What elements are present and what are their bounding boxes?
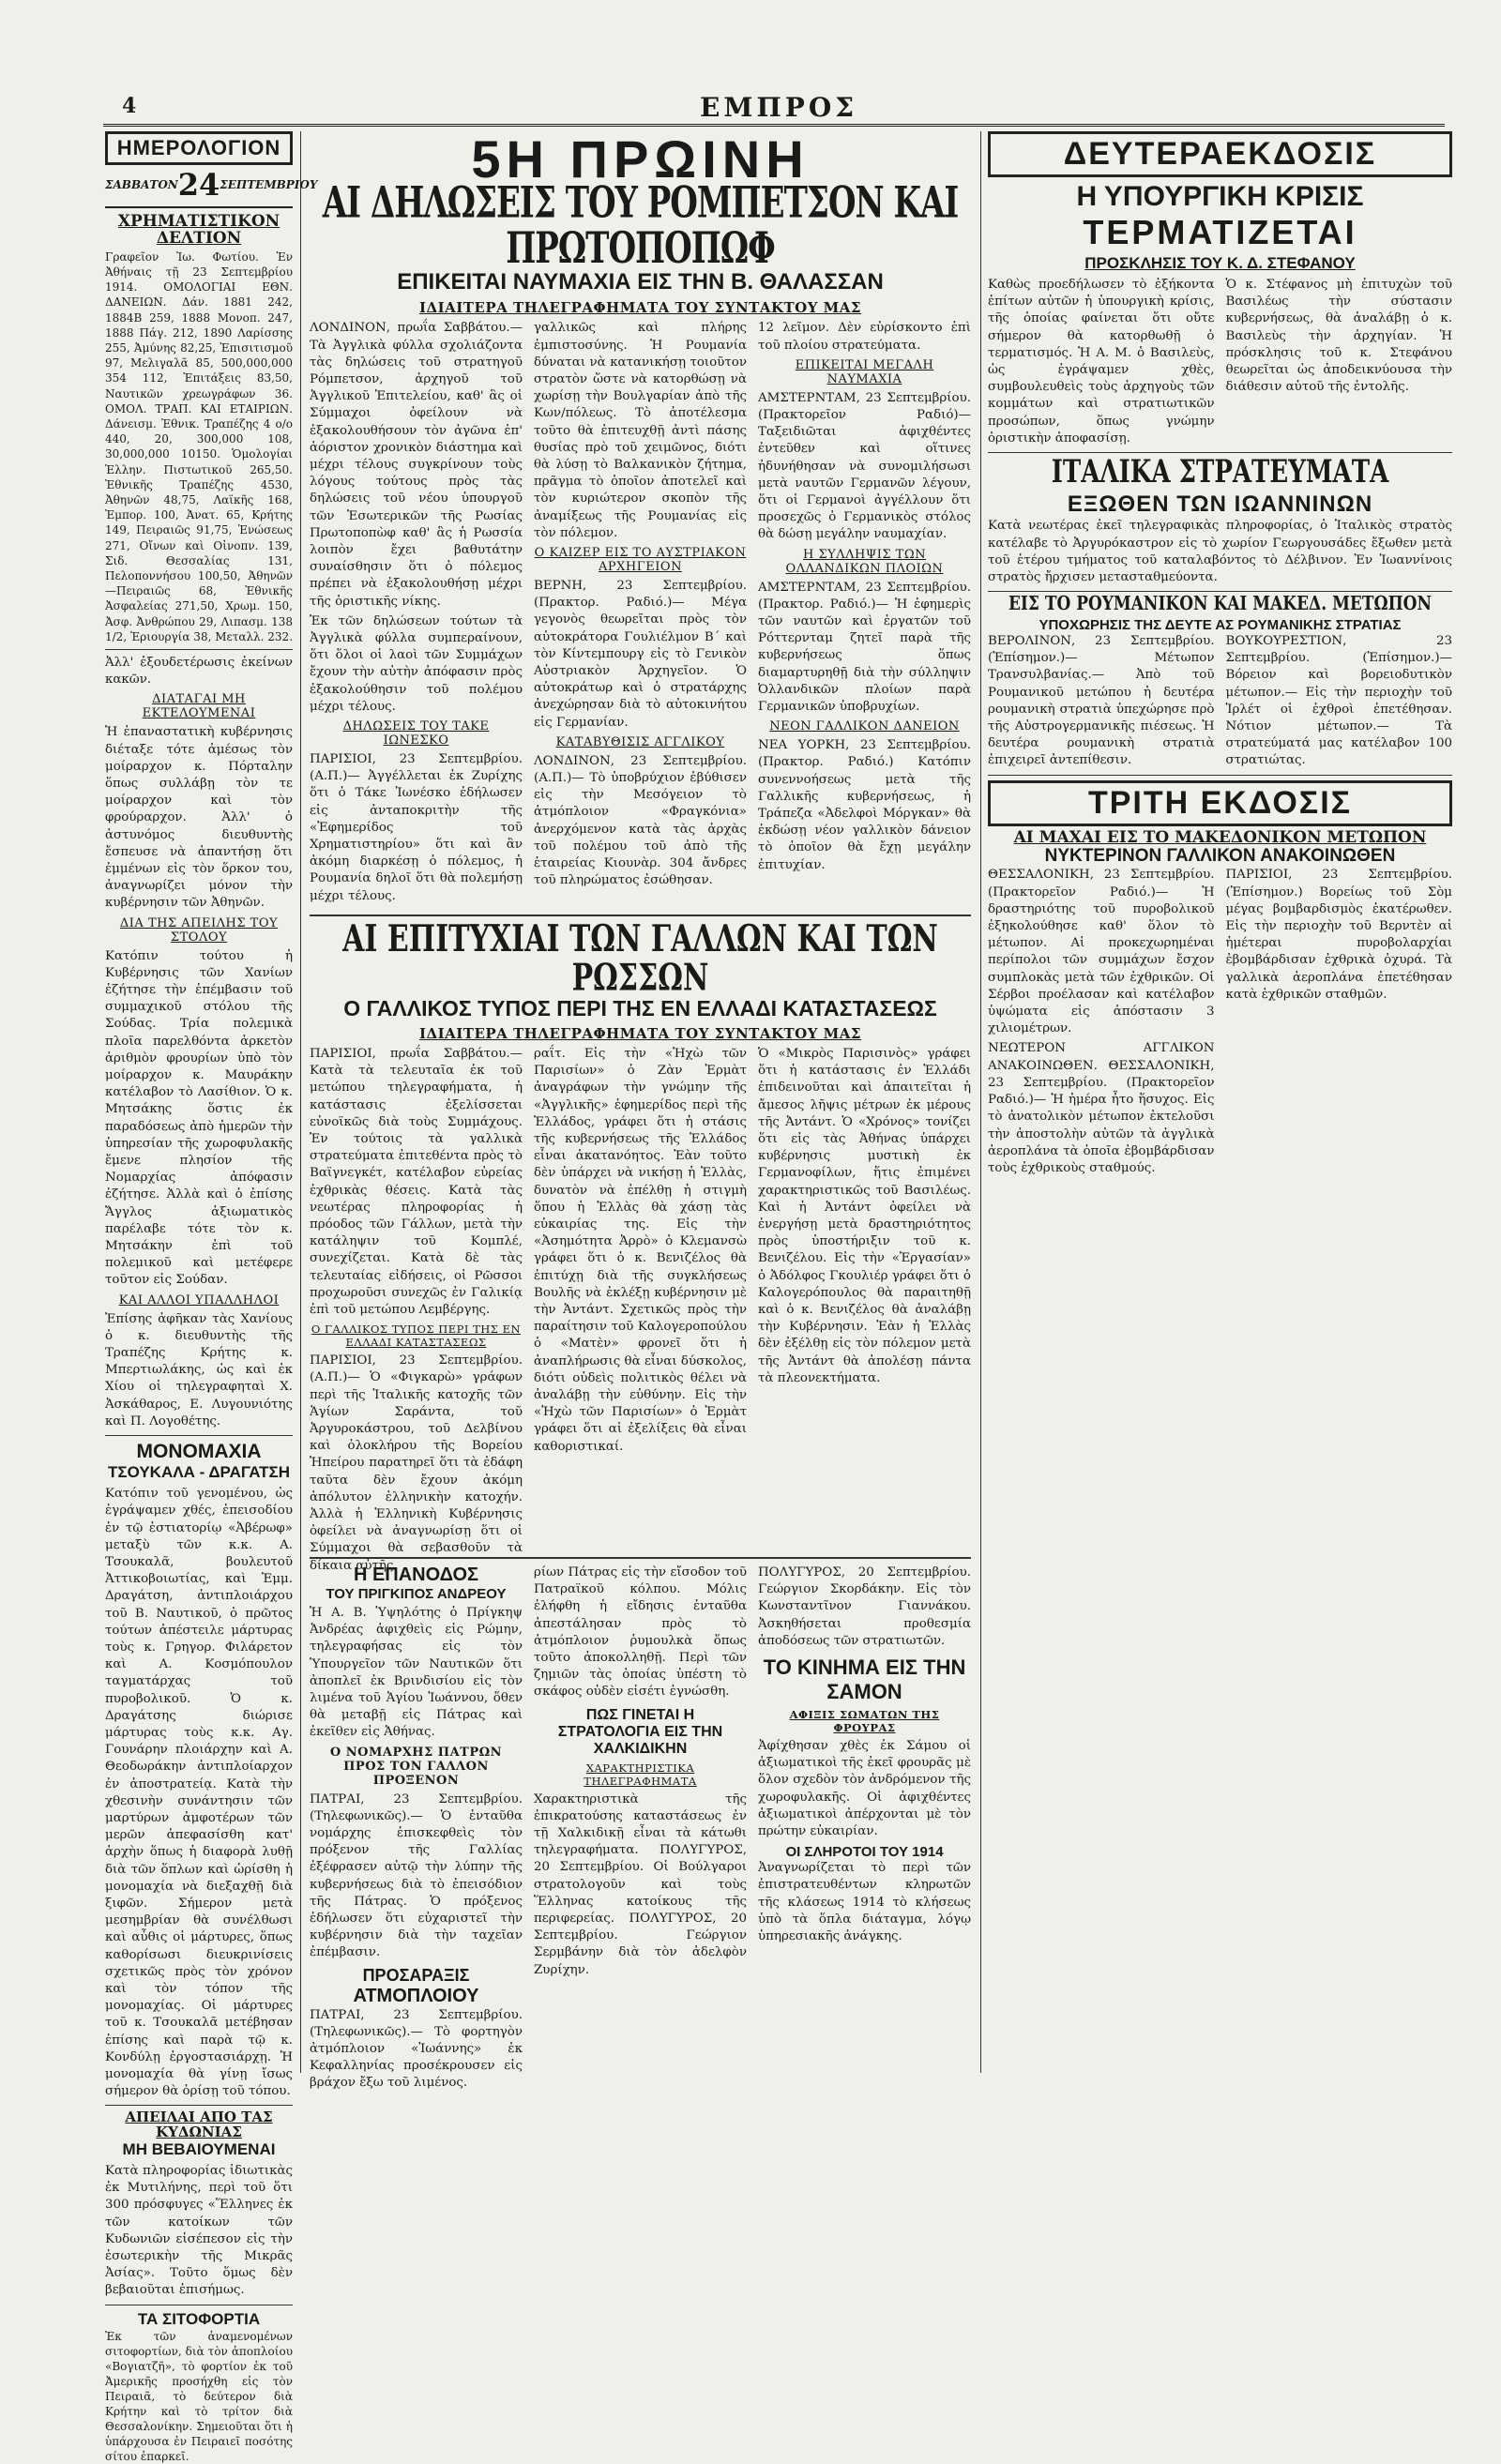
divider [105,649,293,650]
middle-col-1 [310,1046,523,1575]
bottom-col-1 [310,1565,523,2093]
article-text: ΒΕΡΝΗ, 23 Σεπτεμβρίου. (Πρακτορ. Ραδιό.)— Μέγα γεγονὸς θεωρεῖται πρὸς τὸν αὐτοκράτορα Γουλιέλμον Β΄ καὶ τὸν Κίντεμπουργ εἰς τὸ Γενικὸν Αὐστριακὸν Ἀρχηγεῖον. Ὁ αὐτοκράτωρ καὶ ὁ στρατάρχης ἀνεχώρησαν διὰ τὸ αὐτοκινήτου εἰς Γερμανίαν. [534,579,747,730]
subheadline: ΥΠΟΧΩΡΗΣΙΣ ΤΗΣ ΔΕΥΤΕ ΑΣ ΡΟΥΜΑΝΙΚΗΣ ΣΤΡΑΤΙΑΣ [1039,616,1402,633]
right-column [988,131,1452,2078]
article-text: ΠΑΡΙΣΙΟΙ, 23 Σεπτεμβρίου. (Α.Π.)— Ὁ «Φιγκαρὼ» γράφων περὶ τῆς Ἰταλικῆς κατοχῆς τῶν Ἁγίων Σαράντα, τοῦ Ἀργυροκάστρου, τοῦ Δελβίνου καὶ ὁλοκλήρου τῆς Βορείου Ἠπείρου παρατηρεῖ ὅτι τὰ ἐδάφη ταῦτα δὲν ἔχουν ἀκόμη ἀπόλυτον ἑλληνικὴν κατοχήν. Ἀλλὰ ἡ Ἑλληνικὴ Κυβέρνησις ὀφείλει νὰ ἀναγνωρίσῃ ὅτι οἱ Σύμμαχοι θὰ σεβασθοῦν τὰ δίκαια αὐτῆς. [310,1353,523,1573]
article-text: ΝΕΑ ΥΟΡΚΗ, 23 Σεπτεμβρίου. (Πρακτορ. Ραδιό.) Κατόπιν συνεννοήσεως μετὰ τῆς Γαλλικῆς κυβερνήσεως, ἡ Τράπεζα «Ἀδελφοὶ Μόργκαν» θὰ ἐκδώσῃ νέον γαλλικὸν δάνειον τὸ ὁποῖον θὰ ἔχῃ μεγάλην ἐπιτυχίαν. [758,738,971,872]
right-columns-1 [988,277,1452,447]
article-title: ΠΩΣ ΓΙΝΕΤΑΙ Η ΣΤΡΑΤΟΛΟΓΙΑ ΕΙΣ ΤΗΝ ΧΑΛΚΙΔΙΚΗΝ [557,1706,723,1757]
article-subtitle: Ο ΚΑΙΖΕΡ ΕΙΣ ΤΟ ΑΥΣΤΡΙΑΚΟΝ ΑΡΧΗΓΕΙΟΝ [534,546,747,575]
section-title: ΔΙΑ ΤΗΣ ΑΠΕΙΛΗΣ ΤΟΥ ΣΤΟΛΟΥ [119,915,279,945]
subheadline: ΕΞΩΘΕΝ ΤΩΝ ΙΩΑΝΝΙΝΩΝ [1067,491,1373,518]
section-rule [310,915,971,916]
center-top-columns [310,320,971,905]
top-rule [103,124,1445,127]
second-edition-title: ΔΕΥΤΕΡΑΕΚΔΟΣΙΣ [988,131,1452,177]
article-subtitle: ΕΠΙΚΕΙΤΑΙ ΜΕΓΑΛΗ ΝΑΥΜΑΧΙΑ [795,357,934,386]
duel-subtitle: ΤΣΟΥΚΑΛΑ - ΔΡΑΓΑΤΣΗ [108,1463,290,1482]
section-text: Κατὰ πληροφορίας ἰδιωτικὰς ἐκ Μυτιλήνης, περὶ τοῦ ὅτι 300 πρόσφυγες «Ἕλληνες ἐκ τῶν κατοίκων τῶν Κυδωνιῶν εἰσέπεσον εἰς τὴν ἐσωτερικὴν τῆς Μικρᾶς Ἀσίας». Τοῦτο ὅμως δὲν βεβαιοῦται ἐπισήμως. [105,2163,293,2298]
right-columns-3 [988,867,1452,1177]
middle-col-3 [758,1046,971,1575]
right-col-a [988,867,1215,1177]
third-edition-title: ΤΡΙΤΗ ΕΚΔΟΣΙΣ [988,780,1452,826]
article-subtitle: Ο ΓΑΛΛΙΚΟΣ ΤΥΠΟΣ ΠΕΡΙ ΤΗΣ ΕΝ ΕΛΛΑΔΙ ΚΑΤΑΣΤΑΣΕΩΣ [311,1323,522,1350]
section-text: Κατόπιν τούτου ἡ Κυβέρνησις τῶν Χανίων ἐζήτησε τὴν ἐπέμβασιν τοῦ συμμαχικοῦ στόλου τῆς Σούδας. Τρία πολεμικὰ πλοῖα παρελθόντα ἀρκετὸν ἀριθμὸν φρουρίων ὑπὸ τὸν μοίραρχον κ. Μαυράκην κατέλαβον τὸ Λασίθιον. Ὁ κ. Μητσάκης ὅστις ἐκ παραδόσεως ἀπὸ ἡμερῶν τὴν ὑπηρεσίαν τῆς χωροφυλακῆς ἔμενε πλησίον τῆς Νομαρχίας ἀπόφασιν ἐζήτησε. Ἀλλὰ καὶ ὁ ἐπίσης Ἄγγλος ἀξιωματικὸς παρέλαβε τότε τὸν κ. Μητσάκην ἐπὶ τοῦ πολεμικοῦ καὶ μετέφερε τοῦτον εἰς Σούδαν. [105,948,293,1288]
middle-headline: ΑΙ ΕΠΙΤΥΧΙΑΙ ΤΩΝ ΓΑΛΛΩΝ ΚΑΙ ΤΩΝ ΡΩΣΣΩΝ [342,917,938,1000]
section-title: ΤΑ ΣΙΤΟΦΟΡΤΙΑ [137,2309,261,2328]
article-text: ΠΑΤΡΑΙ, 23 Σεπτεμβρίου. (Τηλεφωνικῶς).— Τὸ φορτηγὸν ἀτμόπλοιον «Ἰωάννης» ἐκ Κεφαλληνίας προσέκρουσεν εἰς βράχον ἔξω τοῦ λιμένος. [310,2007,523,2091]
section-rule [310,1557,971,1559]
divider [988,775,1452,776]
center-bottom [310,1565,971,2091]
main-headline: ΑΙ ΔΗΛΩΣΕΙΣ ΤΟΥ ΡΟΜΠΕΤΣΟΝ ΚΑΙ ΠΡΩΤΟΠΟΠΩΦ [322,177,959,274]
article-text: ΝΕΩΤΕΡΟΝ ΑΓΓΛΙΚΟΝ ΑΝΑΚΟΙΝΩΘΕΝ. ΘΕΣΣΑΛΟΝΙΚΗ, 23 Σεπτεμβρίου. (Πρακτορεῖον Ραδιό.)— Ἡ ἡμέρα ἦτο ἥσυχος. Εἰς τὸ ἀνατολικὸν μέτωπον ἐκτελοῦσι τὴν ἀποστολὴν αὐτῶν τὰ ἀγγλικὰ ἀεροπλάνα τὰ ὁποῖα ἐβομβάρδισαν τοὺς ἐχθρικοὺς σταθμούς. [988,1041,1215,1175]
section-text: Ἐπίσης ἀφῆκαν τὰς Χανίους ὁ κ. διευθυντὴς τῆς Τραπέζης Κρήτης κ. Μπερτιωλάκης, ὡς καὶ ἐκ Χίου οἱ τηλεγραφηταὶ Χ. Ἀσκάθαρος, Ε. Λυγουνιότης καὶ Π. Λογοθέτης. [105,1311,293,1429]
article-title: Η ΕΠΑΝΟΔΟΣ [353,1565,479,1585]
bottom-col-2 [534,1565,747,2093]
duel-text: Κατόπιν τοῦ γενομένου, ὡς ἐγράψαμεν χθές, ἐπεισοδίου ἐν τῷ ἑστιατορίῳ «Ἀβέρωφ» μεταξὺ τῶν κ.κ. Α. Τσουκαλᾶ, βουλευτοῦ Ἀττικοβοιωτίας, καὶ Ἐμμ. Δραγάτση, ἀντιπλοιάρχου τοῦ Β. Ναυτικοῦ, ὁ πρῶτος τούτων ἀπέστειλε μάρτυρας τοὺς κ. Γρηγορ. Φιλάρετον καὶ Α. Κοσμόπουλον ταγματάρχας τοῦ πυροβολικοῦ. Ὁ κ. Δραγάτσης διώρισε μάρτυρας τοὺς κ.κ. Αγ. Γουνάρην πλοιάρχην καὶ Α. Θεοδωράκην ἀντιπλοίαρχον ἐν ἀποστρατείᾳ. Κατὰ τὴν χθεσινὴν συνάντησιν τῶν μαρτύρων ἀμφοτέρων τῶν μερῶν ἀπεφασίσθη κατ' ἀρχὴν ὅπως ἡ διαφορὰ λυθῇ διὰ τῶν ὅπλων καὶ ὡρίσθη ἡ μονομαχία νὰ διεξαχθῇ διὰ ξιφῶν. Σήμερον μετὰ μεσημβρίαν θὰ συνέλθωσι καὶ αὖθις οἱ μάρτυρες, ὅπως καθορίσωσι διευκρινίσεις σχετικῶς πρὸς τὸν χρόνον καὶ τὸν τόπον τῆς μονομαχίας. Οἱ μάρτυρες τοῦ κ. Τσουκαλᾶ μετέβησαν ἐπίσης καὶ παρὰ τῷ κ. Κονδύλῃ ἐργοστασιάρχῃ. Ἡ μονομαχία θὰ γίνῃ ἴσως σήμερον θὰ ὁρίσῃ τοῦ τόπου. [105,1487,293,2099]
article-text: γαλλικῶς καὶ πλήρης ἐμπιστοσύνης. Ἡ Ρουμανία δύναται νὰ κατανικήσῃ τοιοῦτον στρατὸν ὥστε νὰ κατορθώσῃ νὰ χωρίσῃ τὴν Βουλγαρίαν ἀπὸ τῆς Κων/πόλεως. Τὸ ἀποτέλεσμα τοῦτο θὰ ἐπιτευχθῇ ἀντὶ πάσης θυσίας πρὸ τοῦ χειμῶνος, διότι θὰ λύσῃ τὸ Βαλκανικὸν ζήτημα, πρᾶγμα τὸ ὁποῖον ἀποτελεῖ καὶ τὸν κυριώτερον σκοπὸν τῆς ἀναμίξεως τῆς Ρουμανίας εἰς τὸν πόλεμον. [534,321,747,540]
article-text: Ἀναγνωρίζεται τὸ περὶ τῶν ἐπιστρατευθέντων κληρωτῶν τῆς κλάσεως 1914 τὸ κλήσεως ὑπὸ τὰ ὅπλα διάταγμα, λόγῳ ὑπηρεσιακῆς ἀνάγκης. [758,1861,971,1944]
subheadline: ΝΥΚΤΕΡΙΝΟΝ ΓΑΛΛΙΚΟΝ ΑΝΑΚΟΙΝΩΘΕΝ [1044,846,1396,867]
center-middle [310,917,971,1573]
calendar-date: 24 [177,167,220,203]
duel-title: ΜΟΝΟΜΑΧΙΑ [136,1441,262,1463]
article-subtitle: ΤΟΥ ΠΡΙΓΚΙΠΟΣ ΑΝΔΡΕΟΥ [326,1586,507,1602]
column-divider [300,131,301,2073]
headline: ΤΕΡΜΑΤΙΖΕΤΑΙ [1083,213,1357,251]
center-top [310,131,971,910]
right-columns-2 [988,633,1452,770]
article-text: ΠΑΡΙΣΙΟΙ, πρωΐα Σαββάτου.— Κατὰ τὰ τελευταῖα ἐκ τοῦ μετώπου τηλεγραφήματα, ἡ κατάστασις ἐξελίσσεται εὐνοϊκῶς διὰ τοὺς Συμμάχους. Ἐν τούτοις τὰ γαλλικὰ στρατεύματα ἐπιτεθέντα πρὸς τὸ Βαϊγνεγκέτ, κατέλαβον εὐρείας ἐχθρικὰς θέσεις. Κατὰ τὰς νεωτέρας πληροφορίας ἡ πρόοδος τῶν Γάλλων, μετὰ τὴν κατάληψιν τοῦ Κομπλέ, συνεχίζεται. Κατὰ δὲ τὰς τελευταίας εἰδήσεις, οἱ Ρῶσσοι προχωροῦσι συνεχῶς ἐν Γαλικίᾳ ἐπὶ τοῦ μετώπου Λεμβέργης. [310,1047,523,1318]
article-text: Καθὼς προεδήλωσεν τὸ ἐξήκοντα ἐπίτων αὐτῶν ἡ ὑπουργικὴ κρίσις, τῆς ὁποίας φαίνεται ὅτι οὔτε σήμερον θὰ κατορθωθῇ ὁ τερματισμός. Ἡ Α. Μ. ὁ Βασιλεὺς, ὡς ἐγράψαμεν χθὲς, συμβουλευθεὶς τοὺς ἀρχηγοὺς τῶν κομμάτων καὶ στρατιωτικῶν προσώπων, ὅπως γνώμην ὁριστικὴν ἀποφασίσῃ. [988,278,1215,446]
article-text: ΒΟΥΚΟΥΡΕΣΤΙΟΝ, 23 Σεπτεμβρίου. (Ἐπίσημον.)— Βόρειον καὶ βορειοδυτικὸν μέτωπον.— Εἰς τὴν περιοχὴν τοῦ Ἰρλέτ οἱ ἐχθροὶ ἐπετέθησαν. Νότιον μέτωπον.— Τὰ στρατεύματά μας κατέλαβον 100 στρατιώτας. [1225,633,1452,768]
article-text: Χαρακτηριστικὰ τῆς ἐπικρατούσης καταστάσεως ἐν τῇ Χαλκιδικῇ εἶναι τὰ κάτωθι τηλεγραφήματα. ΠΟΛΥΓΥΡΟΣ, 20 Σεπτεμβρίου. Οἱ Βούλγαροι στρατολογοῦν καὶ τοὺς Ἕλληνας κατοίκους τῆς περιφερείας. ΠΟΛΥΓΥΡΟΣ, 20 Σεπτεμβρίου. Γεώργιον Σερμβάνην διὰ τὸν ἀδελφὸν Ζυρίχην. [534,1791,747,1977]
center-bottom-columns [310,1565,971,2093]
left-column [105,131,318,2463]
page-number: 4 [122,94,137,118]
section-title: ΑΠΕΙΛΑΙ ΑΠΟ ΤΑΣ ΚΥΔΩΝΙΑΣ [125,2109,273,2141]
article-title: ΠΡΟΣΑΡΑΞΙΣ [362,1965,470,1985]
article-title: ΟΙ ΣΛΗΡΟΤΟΙ ΤΟΥ 1914 [785,1844,944,1861]
section-title: ΔΙΑΤΑΓΑΙ ΜΗ ΕΚΤΕΛΟΥΜΕΝΑΙ [142,692,256,721]
article-text: ραΐτ. Εἰς τὴν «Ἠχὼ τῶν Παρισίων» ὁ Ζὰν Ἐρμὰτ ἀναγράφων τὴν γνώμην τῆς «Ἀγγλικῆς» ἐφημερίδος περὶ τῆς Ἑλλάδος, γράφει ὅτι ἡ στάσις τῆς κυβερνήσεως τῆς Ἑλλάδος εἶναι ἀκατανόητος. Ἐὰν τοῦτο δὲν ὑπάρχει νὰ νικήσῃ ἡ Ἑλλὰς, δυνατὸν νὰ ἐπέλθῃ ἡ στιγμὴ ὅπου ἡ Ἑλλὰς θὰ χάσῃ τὰς εὐκαιρίας της. Εἰς τὴν «Ἀσημότητα Ἀρρὸ» ὁ Κλεμανσὼ γράφει ὅτι ὁ κ. Βενιζέλος θὰ ἐπιτύχῃ διὰ τῆς συγκλήσεως Βουλῆς νὰ ἐκλέξῃ κυβέρνησιν μὲ τὴν Ἀντάντ. Σχετικῶς πρὸς τὴν παραίτησιν τοῦ Καλογεροπούλου ὁ «Ματὲν» φρονεῖ ὅτι ἡ ἀναπλήρωσις θὰ εἶναι δύσκολος, διότι οὐδεὶς πολιτικὸς θέλει νὰ ἀναλάβῃ τὴν εὐθύνην. Εἰς τὴν «Ἠχὼ τῶν Παρισίων» ὁ Ἐρμὰτ γράφει ὅτι αἱ ἐξελίξεις θὰ εἶναι καθοριστικαί. [534,1047,747,1454]
divider [105,2105,293,2106]
center-col-1 [310,320,523,905]
center-middle-columns [310,1046,971,1575]
article-subtitle: ΧΑΡΑΚΤΗΡΙΣΤΙΚΑ ΤΗΛΕΓΡΑΦΗΜΑΤΑ [584,1761,697,1788]
subheadline: ΠΡΟΣΚΛΗΣΙΣ ΤΟΥ Κ. Δ. ΣΤΕΦΑΝΟΥ [1084,254,1356,272]
column-divider [980,131,981,2073]
article-text: ΛΟΝΔΙΝΟΝ, 23 Σεπτεμβρίου. (Α.Π.)— Τὸ ὑποβρύχιον ἐβύθισεν εἰς τὴν Μεσόγειον τὸ ἀτμόπλοιον «Φραγκόνια» ἀνερχόμενον κατὰ τὰς ἀρχὰς τοῦ πολέμου τοῦ ἀπὸ τῆς ἑταιρείας Κιουνὰρ. 304 ἄνδρες τοῦ πληρώματος ἐσώθησαν. [534,753,747,888]
masthead: ΕΜΠΡΟΣ [699,92,858,123]
financial-bulletin-title: ΧΡΗΜΑΤΙΣΤΙΚΟΝ ΔΕΛΤΙΟΝ [117,212,280,248]
article-text: ΘΕΣΣΑΛΟΝΙΚΗ, 23 Σεπτεμβρίου. (Πρακτορεῖον Ραδιό.)— Ἡ δραστηριότης τοῦ πυροβολικοῦ ἐξηκολούθησε καθ' ὅλον τὸ μέτωπον. Αἱ προκεχωρημέναι περίπολοι τῶν συμμάχων ἔσχον συμπλοκὰς μετὰ τῶν ἐχθρικῶν. Οἱ Σέρβοι προέλασαν καὶ κατέλαβον ὑψώματα εἰς ἀπόστασιν 3 χιλιομέτρων. [988,868,1215,1036]
section-title: ΚΑΙ ΑΛΛΟΙ ΥΠΑΛΛΗΛΟΙ [118,1292,280,1308]
article-text: ΛΟΝΔΙΝΟΝ, πρωΐα Σαββάτου.— Τὰ Ἀγγλικὰ φύλλα σχολιάζοντα τὰς δηλώσεις τοῦ στρατηγοῦ Ρόμπετσον, ἀρχηγοῦ τοῦ Ἀγγλικοῦ Ἐπιτελείου, καθ' ἃς οἱ Σύμμαχοι ὀφείλουν νὰ ἐξακολουθήσουν τὸν ἀγῶνα ἐπ' ἀόριστον χρονικὸν διάστημα καὶ μέχρι τέλους συγκρίνουν τοὺς λόγους τούτους πρὸς τὰς δηλώσεις τοῦ νέου ὑπουργοῦ τῶν Ἐσωτερικῶν τῆς Ρωσίας Πρωτοποπὼφ καθ' ἃς ἡ Ρωσσία λοιπὸν ἔχει βαθυτάτην συναίσθησιν ὅτι ὁ πόλεμος πρέπει νὰ ἐξακολουθήσῃ μέχρι τῆς ὁριστικῆς νίκης. [310,321,523,609]
edition-title: 5Η ΠΡΩΙΝΗ [471,129,810,189]
lead-paragraph: Ἀλλ' ἐξουδετέρωσις ἐκείνων κακῶν. [105,655,293,688]
article-title: ΑΤΜΟΠΛΟΙΟΥ [353,1985,479,2006]
divider [988,452,1452,453]
middle-col-2 [534,1046,747,1575]
headline: ΕΙΣ ΤΟ ΡΟΥΜΑΝΙΚΟΝ ΚΑΙ ΜΑΚΕΔ. ΜΕΤΩΠΟΝ [1008,592,1433,615]
article-text: ΠΑΡΙΣΙΟΙ, 23 Σεπτεμβρίου. (Α.Π.)— Ἀγγέλλεται ἐκ Ζυρίχης ὅτι ὁ Τάκε Ἰωνέσκο ἐδήλωσεν εἰς ἀνταποκριτὴν τῆς «Ἐφημερίδος τοῦ Χρηματιστηρίου» ὅτι καὶ ἂν ἀκόμη διαρκέσῃ ὁ πόλεμος, ἡ Ρουμανία δηλοῖ ὅτι θὰ πολεμήσῃ μέχρι τέλους. [310,752,523,903]
center-col-2 [534,320,747,905]
article-text: ρίων Πάτρας εἰς τὴν εἴσοδον τοῦ Πατραϊκοῦ κόλπου. Μόλις ἐλήφθη ἡ εἴδησις ἐνταῦθα ἀπεστάλησαν πρὸς τὸ ἀτμόπλοιον ῥυμουλκὰ ὅπως τοῦτο ἀποκολληθῇ. Περὶ τῶν ζημιῶν τὰς ὁποίας ὑπέστη τὸ σκάφος οὐδὲν εἰσέτι ἐγνώσθη. [534,1565,747,1700]
bottom-col-3 [758,1565,971,2093]
article-subtitle: Ο ΝΟΜΑΡΧΗΣ ΠΑΤΡΩΝ ΠΡΟΣ ΤΟΝ ΓΑΛΛΟΝ ΠΡΟΞΕΝΟΝ [329,1745,503,1788]
article-text: Κατὰ νεωτέρας ἐκεῖ τηλεγραφικὰς πληροφορίας, ὁ Ἰταλικὸς στρατὸς κατέλαβε τὸ Ἀργυρόκαστρον εἰς τὸ χωρίον Γεωργουσάδες ἔξωθεν μετὰ τοῦ ἑτέρου τμήματος τοῦ καταλαβόντος τὸ Δέλβινον. Ἐν Ἰωαννίνοις στρατὸς ἤρχισεν μετασταθμεύοντα. [988,519,1452,584]
headline: Η ΥΠΟΥΡΓΙΚΗ ΚΡΙΣΙΣ [1076,181,1364,212]
article-text: ΠΑΤΡΑΙ, 23 Σεπτεμβρίου. (Τηλεφωνικῶς).— Ὁ ἐνταῦθα νομάρχης ἐπισκεφθεὶς τὸν πρόξενον τῆς Γαλλίας ἐξέφρασεν αὐτῷ τὴν λύπην τῆς κυβερνήσεως διὰ τὸ ἐπεισόδιον τῆς Πάτρας. Ὁ πρόξενος ἐδήλωσεν ὅτι εὐχαριστεῖ τὴν κυβέρνησιν διὰ τὴν ταχεῖαν ἐπέμβασιν. [310,1791,523,1960]
article-text: Ἡ Α. Β. Ὑψηλότης ὁ Πρίγκηψ Ἀνδρέας ἀφιχθεὶς εἰς Ρώμην, τηλεγραφήσας εἰς τὸν Ὑπουργεῖον τῶν Ναυτικῶν ὅτι ἀποπλεῖ ἐκ Βρινδισίου εἰς τὸν λιμένα τοῦ Ἁγίου Ἰωάννου, ὅθεν θὰ μεταβῇ εἰς Πάτρας καὶ ἐκεῖθεν εἰς Ἀθήνας. [310,1606,523,1740]
article-text: ΑΜΣΤΕΡΝΤΑΜ, 23 Σεπτεμβρίου. (Πρακτορ. Ραδιό.)— Ἡ ἐφημερὶς τῶν ναυτῶν καὶ ἐργατῶν τοῦ Ρόττερνταμ ζητεῖ παρὰ τῆς κυβερνήσεως ὅπως διαμαρτυρηθῇ διὰ τὴν σύλληψιν Ὀλλανδικῶν πλοίων παρὰ Γερμανικῶν ὑποβρυχίων. [758,580,971,715]
center-col-3 [758,320,971,905]
calendar-month: ΣΕΠΤΕΜΒΡΙΟΥ [220,178,318,191]
section-text: Ἡ ἐπαναστατικὴ κυβέρνησις διέταξε τότε ἀμέσως τὸν μοίραρχον κ. Πόρταλην ὅπως συλλάβῃ τὸν τε μοίραρχον καὶ τὸν φρούραρχον. Ἀλλ' ὁ ἀστυνόμος διευθυντὴς ἔσπευσε νὰ ἀπαντήσῃ ὅτι ἐμμένων εἰς τὸν ὅρκον του, ἀναγνωρίζει μόνον τὴν κυβέρνησιν τῶν Ἀθηνῶν. [105,725,293,911]
article-subtitle: ΝΕΟΝ ΓΑΛΛΙΚΟΝ ΔΑΝΕΙΟΝ [769,719,960,734]
article-text: Ἐκ τῶν δηλώσεων τούτων τὰ Ἀγγλικὰ φύλλα συμπεραίνουν, ὅτι ὅλοι οἱ λαοὶ τῶν Συμμάχων ἔχουν τὴν αὐτὴν ἀπόφασιν πρὸς ἐξακολούθησιν τοῦ πολέμου μέχρι τέλους. [310,613,523,714]
article-text: 12 λεῖμον. Δὲν εὑρίσκοντο ἐπὶ τοῦ πλοίου στρατεύματα. [758,321,971,353]
headline: ΙΤΑΛΙΚΑ ΣΤΡΑΤΕΥΜΑΤΑ [1051,454,1389,491]
section-text: Ἐκ τῶν ἀναμενομένων σιτοφορτίων, διὰ τὸν ἀποπλοίου «Βογιατζῆ», τὸ φορτίον ἐκ τοῦ Ἀμερικῆς προσήχθη εἰς τὸν Πειραιᾶ, τὸ δεύτερον διὰ Κρήτην καὶ τὸ τρίτον διὰ Θεσσαλονίκην. Σημειοῦται ὅτι ἡ ὑπάρχουσα ἐν Πειραιεῖ ποσότης σίτου ἐπαρκεῖ. [105,2329,293,2463]
wire-label: ΙΔΙΑΙΤΕΡΑ ΤΗΛΕΓΡΑΦΗΜΑΤΑ ΤΟΥ ΣΥΝΤΑΚΤΟΥ ΜΑΣ [418,1025,862,1042]
article-subtitle: ΚΑΤΑΒΥΘΙΣΙΣ ΑΓΓΛΙΚΟΥ [555,734,725,749]
wire-label: ΙΔΙΑΙΤΕΡΑ ΤΗΛΕΓΡΑΦΗΜΑΤΑ ΤΟΥ ΣΥΝΤΑΚΤΟΥ ΜΑΣ [418,299,862,317]
article-text: ΠΟΛΥΓΥΡΟΣ, 20 Σεπτεμβρίου. Γεώργιον Σκορδάκην. Εἰς τὸν Κωνσταντῖνον Γιαννάκου. Ἀσκηθήσεται προθεσμία ἀποδόσεως τῶν στρατιωτῶν. [758,1565,971,1648]
calendar-day: ΣΑΒΒΑΤΟΝ [105,178,178,191]
section-subtitle: ΜΗ ΒΕΒΑΙΟΥΜΕΝΑΙ [122,2139,276,2158]
article-text: Ὁ «Μικρὸς Παρισινὸς» γράφει ὅτι ἡ κατάστασις ἐν Ἑλλάδι ἐπιδεινοῦται καὶ ἀπαιτεῖται ἡ ἄμεσος λῆψις μέτρων ἐκ μέρους τῆς Ἀντάντ. Ὁ «Χρόνος» τονίζει ὅτι εἰς τὰς Ἀθήνας ὑπάρχει κυβέρνησις μυστικὴ ἐκ Γερμανοφίλων, ἥτις ἐπιμένει χαρακτηριστικῶς τοῦ Βασιλέως. Καὶ ἡ Ἀντάντ ὀφείλει νὰ ἐνεργήσῃ μετὰ δραστηριότητος πρὸς ὑποστήριξιν τοῦ κ. Βενιζέλου. Εἰς τὴν «Ἐργασίαν» ὁ Ἀδόλφος Γκουλιέρ γράφει ὅτι ὁ Καλογερόπουλος θὰ παραιτηθῇ καὶ ὁ κ. Βενιζέλος θὰ ἀναλάβῃ τὴν Κυβέρνησιν. Ἐὰν ἡ Ἑλλὰς δὲν ἐξέλθῃ εἰς τὸν πόλεμον μετὰ τῆς Ἀντάντ θὰ ἀπολέσῃ πάντα τὰ πλεονεκτήματα. [758,1047,971,1385]
headline: ΑΙ ΜΑΧΑΙ ΕΙΣ ΤΟ ΜΑΚΕΔΟΝΙΚΟΝ ΜΕΤΩΠΟΝ [1013,827,1427,847]
article-text: Ὁ κ. Στέφανος μὴ ἐπιτυχὼν τοῦ Βασιλέως τὴν σύστασιν κυβερνήσεως, θὰ ἀναλάβῃ ὁ κ. Βασιλεὺς τὴν ἀρχηγίαν. Ἡ πρόσκλησις τοῦ κ. Στεφάνου θεωρεῖται ὡς ἀποδεικνύουσα τὴν διάθεσιν αὐτοῦ τῆς ἐντολῆς. [1225,278,1452,395]
article-text: ΑΜΣΤΕΡΝΤΑΜ, 23 Σεπτεμβρίου. (Πρακτορεῖον Ραδιό)— Ταξειδιῶται ἀφιχθέντες ἐντεῦθεν καὶ οἵτινες ἠδυνήθησαν νὰ συνομιλήσωσι μετὰ ναυτῶν Γερμανῶν λέγουν, ὅτι οἱ Γερμανοὶ ἀγγέλλουν ὅτι προσεχῶς ὁ Γερμανικὸς στόλος θὰ δώσῃ μεγάλην ναυμαχίαν. [758,390,971,542]
financial-bulletin-text: Γραφεῖον Ἰω. Φωτίου. Ἐν Ἀθήναις τῇ 23 Σεπτεμβρίου 1914. ΟΜΟΛΟΓΙΑΙ ΕΘΝ. ΔΑΝΕΙΩΝ. Δάν. 1881 242, 1884Β 259, 1888 Μονοπ. 247, 1888 Πάγ. 212, 1890 Λαρίσσης 255, Ἀμύνης 82,25, Ἐπισιτισμοῦ 97, Μελιγαλᾶ 85, 500,000,000 354 112, Ἐπιτάξεις 83,50, Ναυτικῶν χρεωγράφων 36. ΟΜΟΛ. ΤΡΑΠ. ΚΑΙ ΕΤΑΙΡΙΩΝ. Δάνεισμ. Ἐθνικ. Τραπέζης 4 ο/ο 440, 20, 300,000 108, 30,000,000 10150. Ὁμολογίαι Ἑλλην. Πιστωτικοῦ 265,50. Ἐθνικῆς Τραπέζης 4530, Ἀθηνῶν 48,75, Λαϊκῆς 168, Ἐμπορ. 100, Ἀνατ. 65, Κρήτης 149, Πειραιῶς 91,75, Ἑνώσεως 271, Οἴνων καὶ Οἰνοπν. 139, Σιδ. Θεσσαλίας 131, Πελοποννήσου 100,50, Ἀθηνῶν—Πειραιῶς 68, Ἐθνικῆς Ἀσφαλείας 271,50, Χρωμ. 150, Ἀσφ. Ἀνθρώπου 29, Λιπασμ. 138 1/2, Ἐριουργία 38, Μεταλλ. 232. [105,249,294,643]
article-text: ΒΕΡΟΛΙΝΟΝ, 23 Σεπτεμβρίου. (Ἐπίσημον.)— Μέτωπον Τρανσυλβανίας.— Ἀπὸ τοῦ Ρουμανικοῦ μετώπου ἡ δευτέρα ρουμανικὴ στρατιὰ ὑπεχώρησε πρὸ τῆς Αὐστρογερμανικῆς πιέσεως. Ἡ δευτέρα ρουμανικὴ στρατιὰ ἐπιχειρεῖ ἀντεπίθεσιν. [988,633,1215,768]
calendar-date-row [105,165,318,208]
article-subtitle: Η ΣΥΛΛΗΨΙΣ ΤΩΝ ΟΛΛΑΝΔΙΚΩΝ ΠΛΟΙΩΝ [785,547,944,576]
article-title: ΤΟ ΚΙΝΗΜΑ ΕΙΣ ΤΗΝ ΣΑΜΟΝ [763,1655,966,1704]
divider [105,1435,293,1436]
article-text: Ἀφίχθησαν χθὲς ἐκ Σάμου οἱ ἀξιωματικοὶ τῆς ἐκεῖ φρουρᾶς μὲ ὅλον σχεδὸν τὸν ἀνδρόμενον τῆς χωροφυλακῆς. Οἱ ἀφιχθέντες ἀξιωματικοὶ ἀπέρχονται μὲ τὸν πρώτην εὐκαιρίαν. [758,1739,971,1839]
middle-subheadline: Ο ΓΑΛΛΙΚΟΣ ΤΥΠΟΣ ΠΕΡΙ ΤΗΣ ΕΝ ΕΛΛΑΔΙ ΚΑΤΑΣΤΑΣΕΩΣ [343,996,937,1020]
calendar-title: ΗΜΕΡΟΛΟΓΙΟΝ [105,131,293,165]
article-subtitle: ΑΦΙΞΙΣ ΣΩΜΑΤΩΝ ΤΗΣ ΦΡΟΥΡΑΣ [789,1708,940,1735]
article-text: ΠΑΡΙΣΙΟΙ, 23 Σεπτεμβρίου. (Ἐπίσημον.) Βορείως τοῦ Σὸμ μέγας βομβαρδισμὸς ἐκατέρωθεν. Εἰς τὴν περιοχὴν τοῦ Βερντὲν αἱ ἡμέτεραι πυροβολαρχίαι ἐβομβάρδισαν ἐχθρικὰ ὀχυρά. Τὰ γαλλικὰ ἀεροπλάνα ἐπετέθησαν κατὰ ἐχθρικῶν σταθμῶν. [1225,868,1452,1002]
article-subtitle: ΔΗΛΩΣΕΙΣ ΤΟΥ ΤΑΚΕ ΙΩΝΕΣΚΟ [342,719,490,748]
sub-headline: ΕΠΙΚΕΙΤΑΙ ΝΑΥΜΑΧΙΑ ΕΙΣ ΤΗΝ Β. ΘΑΛΑΣΣΑΝ [397,269,884,295]
